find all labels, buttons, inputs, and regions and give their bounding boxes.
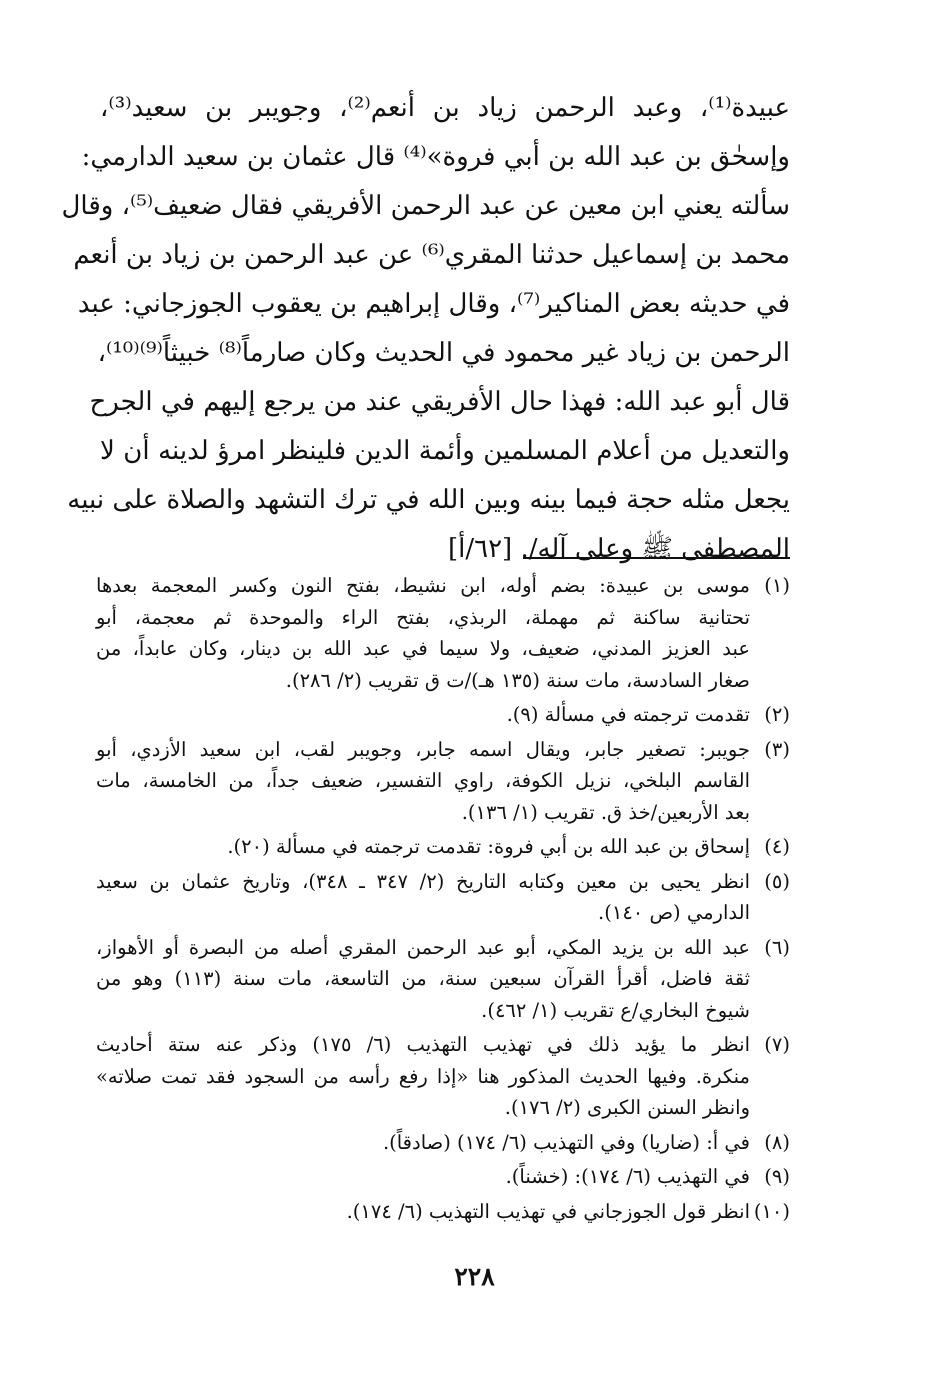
main-text-line: وإسحٰق بن عبد الله بن أبي فروة»⁽⁴⁾ قال عثمان بن سعيد الدارمي: <box>81 142 790 172</box>
footnote-line: انظر يحيى بن معين وكتابه التاريخ (٢/ ٣٤٧ ـ ٣٤٨)، وتاريخ عثمان بن سعيد <box>96 869 750 893</box>
footnote-number: (٧) <box>764 1033 790 1056</box>
footnote-line: انظر ما يؤيد ذلك في تهذيب التهذيب (٦/ ١٧٥) وذكر عنه ستة أحاديث <box>96 1033 750 1056</box>
footnote-line: وانظر السنن الكبرى (٢/ ١٧٦). <box>504 1096 750 1119</box>
footnote-line: الدارمي (ص ١٤٠). <box>598 901 750 924</box>
footnote-number: (٥) <box>764 869 790 893</box>
main-text-line: محمد بن إسماعيل حدثنا المقري⁽⁶⁾ عن عبد الرحمن بن زياد بن أنعم <box>73 240 790 270</box>
footnote-number: (٦) <box>764 935 790 959</box>
main-text-block <box>61 84 790 574</box>
main-text-line: عبيدة⁽¹⁾، وعبد الرحمن زياد بن أنعم⁽²⁾، وجويبر بن سعيد⁽³⁾، <box>100 93 790 123</box>
footnote <box>96 1196 790 1228</box>
footnote-line: جويبر: تصغير جابر، ويقال اسمه جابر، وجويبر لقب، ابن سعيد الأزدي، أبو <box>96 737 750 761</box>
footnote <box>96 699 790 731</box>
footnote-line: القاسم البلخي، نزيل الكوفة، راوي التفسير، ضعيف جداً، من الخامسة، مات <box>96 769 750 792</box>
footnote-line: تقدمت ترجمته في مسألة (٩). <box>506 703 750 726</box>
footnote-line: في أ: (ضاريا) وفي التهذيب (٦/ ١٧٤) (صادقاً). <box>382 1130 750 1154</box>
footnote <box>96 1161 790 1193</box>
footnote-line: صغار السادسة، مات سنة (١٣٥ هـ)/ت ق تقريب (٢/ ٢٨٦). <box>285 668 750 692</box>
main-text-line: قال أبو عبد الله: فهذا حال الأفريقي عند من يرجع إليهم في الجرح <box>89 387 790 417</box>
footnote-separator <box>523 557 790 559</box>
footnote-line: موسى بن عبيدة: بضم أوله، ابن نشيط، بفتح النون وكسر المعجمة بعدها <box>96 574 750 597</box>
footnote <box>96 1127 790 1159</box>
footnote-line: في التهذيب (٦/ ١٧٤): (خشناً). <box>505 1165 750 1188</box>
footnote <box>96 1029 790 1124</box>
footnote-line: عبد الله بن يزيد المكي، أبو عبد الرحمن المقري أصله من البصرة أو الأهواز، <box>96 935 750 959</box>
footnote-number: (١٠) <box>753 1199 790 1223</box>
footnote-line: شيوخ البخاري/ع تقريب (١/ ٤٦٢). <box>481 998 750 1022</box>
footnote-number: (٤) <box>764 835 790 858</box>
main-text-line: الرحمن بن زياد غير محمود في الحديث وكان صارماً⁽⁸⁾ خبيثاً⁽⁹⁾⁽¹⁰⁾، <box>97 338 790 368</box>
footnote-line: بعد الأربعين/خذ ق. تقريب (١/ ١٣٦). <box>461 800 750 824</box>
footnote-line: عبد العزيز المدني، ضعيف، ولا سيما في عبد الله بن دينار، وكان عابداً، من <box>96 637 750 660</box>
main-text-line: في حديثه بعض المناكير⁽⁷⁾، وقال إبراهيم بن يعقوب الجوزجاني: عبد <box>77 289 790 319</box>
footnote <box>96 831 790 863</box>
page-number: ٢٢٨ <box>454 1262 495 1291</box>
footnote <box>96 570 790 696</box>
footnote <box>96 932 790 1027</box>
footnote-line: انظر قول الجوزجاني في تهذيب التهذيب (٦/ ١٧٤). <box>346 1199 750 1223</box>
footnote <box>96 734 790 829</box>
footnote-line: إسحاق بن عبد الله بن أبي فروة: تقدمت ترجمته في مسألة (٢٠). <box>227 835 750 858</box>
main-text-line: والتعديل من أعلام المسلمين وأئمة الدين فلينظر امرؤ لدينه أن لا <box>100 436 790 466</box>
footnote-number: (٩) <box>764 1165 790 1188</box>
main-text-line: المصطفى ﷺ وعلى آله/. [٦٢/أ] <box>447 534 790 564</box>
main-text-line: سألته يعني ابن معين عن عبد الرحمن الأفريقي فقال ضعيف⁽⁵⁾، وقال <box>61 191 790 221</box>
footnote-number: (٣) <box>764 737 790 761</box>
footnote-number: (٢) <box>764 703 790 726</box>
footnote-line: ثقة فاضل، أقرأ القرآن سبعين سنة، من التاسعة، مات سنة (١١٣) وهو من <box>96 967 751 990</box>
footnote <box>96 866 790 929</box>
footnotes-block <box>96 570 790 1230</box>
footnote-number: (٨) <box>764 1130 790 1154</box>
main-text-line: يجعل مثله حجة فيما بينه وبين الله في ترك التشهد والصلاة على نبيه <box>67 485 790 515</box>
footnote-number: (١) <box>764 574 790 597</box>
footnote-line: منكرة. وفيها الحديث المذكور هنا «إذا رفع رأسه من السجود فقد تمت صلاته» <box>96 1064 750 1088</box>
footnote-line: تحتانية ساكنة ثم مهملة، الربذي، بفتح الراء والموحدة ثم معجمة، أبو <box>96 605 750 629</box>
